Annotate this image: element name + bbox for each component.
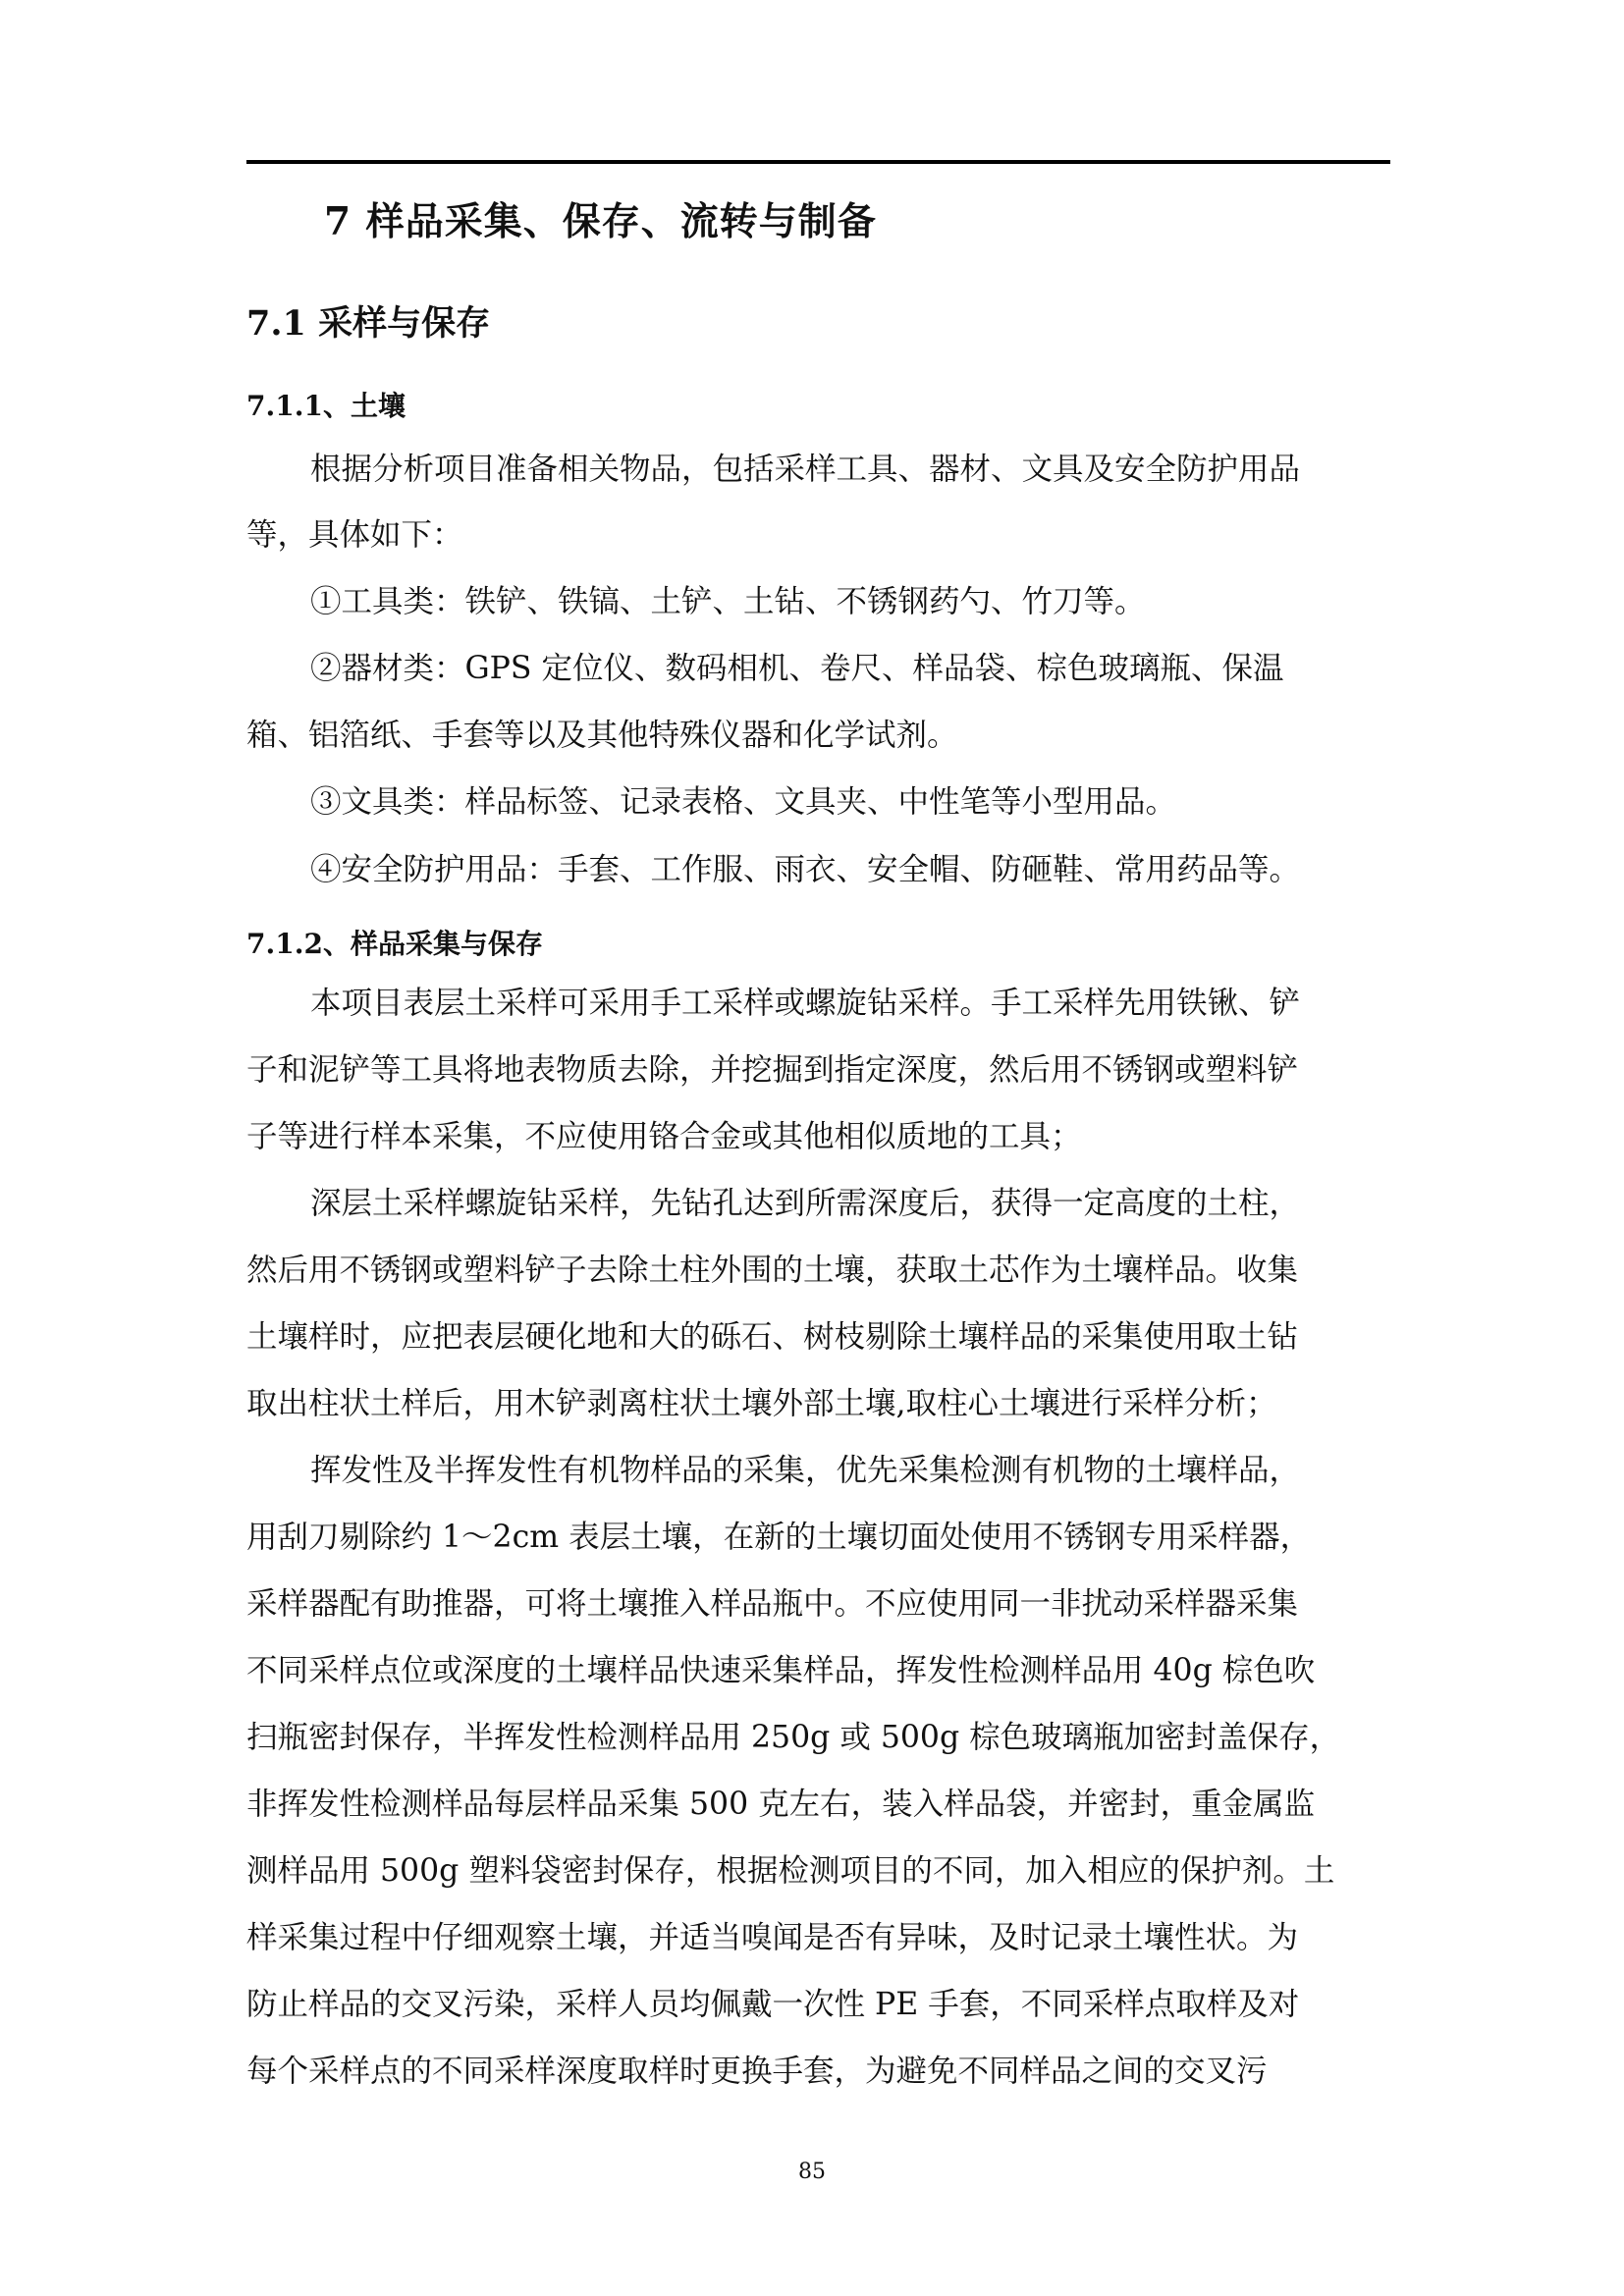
section-title: 7.1 采样与保存 (246, 303, 491, 344)
paragraph-line: 本项目表层土采样可采用手工采样或螺旋钻采样。手工采样先用铁锹、铲 (310, 986, 1301, 1021)
subsection-title-soil: 7.1.1、土壤 (246, 390, 406, 422)
paragraph-line: 样采集过程中仔细观察土壤，并适当嗅闻是否有异味，及时记录土壤性状。为 (246, 1920, 1299, 1955)
paragraph-line: 用刮刀剔除约 1～2cm 表层土壤，在新的土壤切面处使用不锈钢专用采样器， (246, 1520, 1312, 1555)
paragraph-line: 扫瓶密封保存，半挥发性检测样品用 250g 或 500g 棕色玻璃瓶加密封盖保存， (246, 1720, 1341, 1755)
paragraph-line: ①工具类：铁铲、铁镐、土铲、土钻、不锈钢药勺、竹刀等。 (310, 584, 1146, 619)
paragraph-line: 子和泥铲等工具将地表物质去除，并挖掘到指定深度，然后用不锈钢或塑料铲 (246, 1052, 1299, 1088)
paragraph-line: 取出柱状土样后，用木铲剥离柱状土壤外部土壤,取柱心土壤进行采样分析； (246, 1386, 1277, 1421)
paragraph-line: ④安全防护用品：手套、工作服、雨衣、安全帽、防砸鞋、常用药品等。 (310, 852, 1301, 887)
subsection-title-sampling: 7.1.2、样品采集与保存 (246, 928, 543, 960)
paragraph-line: 每个采样点的不同采样深度取样时更换手套，为避免不同样品之间的交叉污 (246, 2054, 1268, 2089)
paragraph-line: 然后用不锈钢或塑料铲子去除土柱外围的土壤，获取土芯作为土壤样品。收集 (246, 1253, 1299, 1288)
paragraph-line: 等，具体如下： (246, 517, 463, 553)
paragraph-line: 根据分析项目准备相关物品，包括采样工具、器材、文具及安全防护用品 (310, 452, 1301, 487)
paragraph-line: 测样品用 500g 塑料袋密封保存，根据检测项目的不同，加入相应的保护剂。土 (246, 1853, 1335, 1889)
paragraph-line: 采样器配有助推器，可将土壤推入样品瓶中。不应使用同一非扰动采样器采集 (246, 1586, 1299, 1622)
header-rule (246, 160, 1390, 164)
paragraph-line: 子等进行样本采集，不应使用铬合金或其他相似质地的工具； (246, 1119, 1082, 1154)
paragraph-line: ③文具类：样品标签、记录表格、文具夹、中性笔等小型用品。 (310, 784, 1177, 820)
paragraph-line: 挥发性及半挥发性有机物样品的采集，优先采集检测有机物的土壤样品， (310, 1453, 1301, 1488)
paragraph-line: 深层土采样螺旋钻采样，先钻孔达到所需深度后，获得一定高度的土柱， (310, 1186, 1301, 1221)
paragraph-line: 非挥发性检测样品每层样品采集 500 克左右，装入样品袋，并密封，重金属监 (246, 1787, 1316, 1822)
chapter-title: 7 样品采集、保存、流转与制备 (324, 199, 877, 244)
paragraph-line: 防止样品的交叉污染，采样人员均佩戴一次性 PE 手套，不同采样点取样及对 (246, 1987, 1300, 2022)
paragraph-line: 土壤样时，应把表层硬化地和大的砾石、树枝剔除土壤样品的采集使用取土钻 (246, 1319, 1299, 1355)
paragraph-line: 不同采样点位或深度的土壤样品快速采集样品，挥发性检测样品用 40g 棕色吹 (246, 1653, 1316, 1688)
paragraph-line: ②器材类：GPS 定位仪、数码相机、卷尺、样品袋、棕色玻璃瓶、保温 (310, 651, 1284, 686)
page-number: 85 (798, 2160, 826, 2184)
paragraph-line: 箱、铝箔纸、手套等以及其他特殊仪器和化学试剂。 (246, 718, 958, 753)
